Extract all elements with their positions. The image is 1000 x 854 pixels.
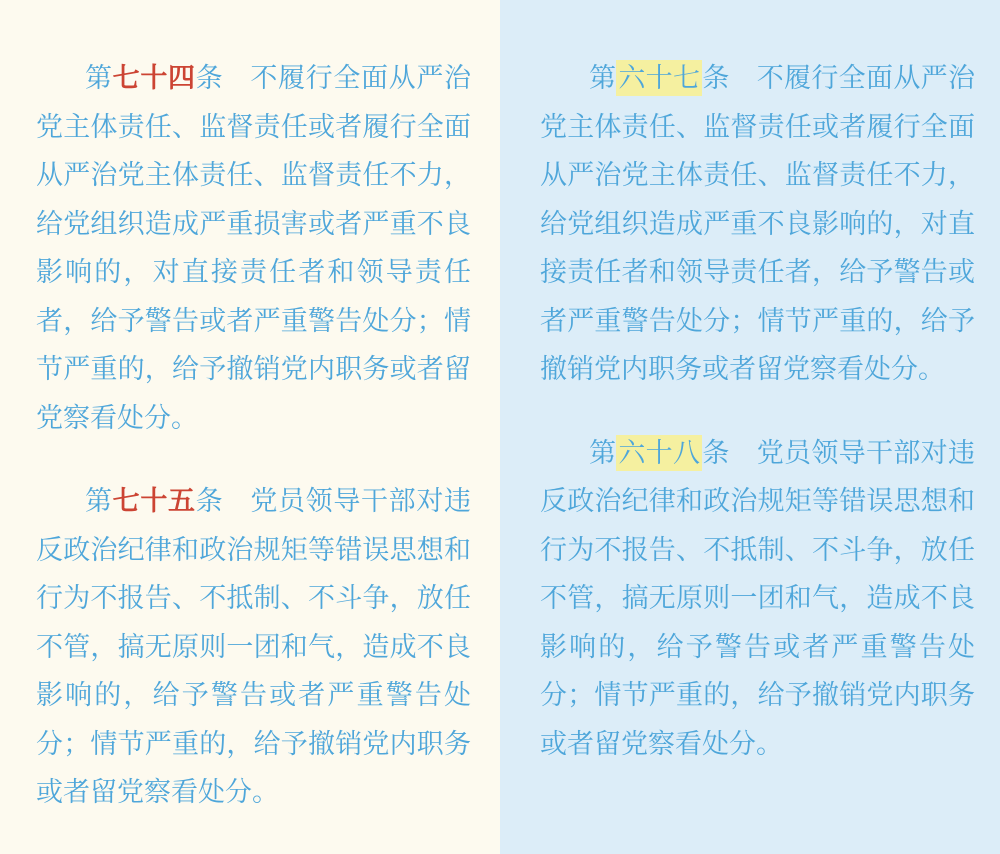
article-prefix: 第: [85, 486, 113, 516]
article-68-paragraph: [540, 429, 975, 769]
article-prefix: 第: [589, 63, 617, 93]
article-prefix: 第: [589, 437, 617, 468]
article-number-highlighted: 六十七: [616, 60, 702, 96]
article-number-red: 七十四: [112, 63, 196, 93]
article-74-paragraph: [36, 54, 471, 442]
article-suffix: 条: [702, 63, 730, 93]
article-number-red: 七十五: [112, 486, 196, 516]
article-suffix: 条: [702, 437, 730, 468]
article-suffix: 条: [195, 486, 224, 516]
article-prefix: 第: [85, 63, 113, 93]
article-suffix: 条: [195, 63, 224, 93]
article-body-text: 不履行全面从严治党主体责任、监督责任或者履行全面从严治党主体责任、监督责任不力，给党组织造成严重不良影响的，对直接责任者和领导责任者，给予警告或者严重警告处分；情节严重的，给予撤销党内职务或者留党察看处分。: [540, 63, 976, 384]
article-body-text: 党员领导干部对违反政治纪律和政治规矩等错误思想和行为不报告、不抵制、不斗争，放任不管，搞无原则一团和气，造成不良影响的，给予警告或者严重警告处分；情节严重的，给予撤销党内职务或者留党察看处分。: [540, 437, 976, 759]
article-number-highlighted: 六十八: [616, 435, 702, 471]
new-version-page: [500, 0, 1000, 854]
article-75-paragraph: [36, 477, 471, 817]
article-body-text: 党员领导干部对违反政治纪律和政治规矩等错误思想和行为不报告、不抵制、不斗争，放任不管，搞无原则一团和气，造成不良影响的，给予警告或者严重警告处分；情节严重的，给予撤销党内职务或者留党察看处分。: [36, 486, 472, 807]
article-67-paragraph: [540, 54, 975, 394]
article-body-text: 不履行全面从严治党主体责任、监督责任或者履行全面从严治党主体责任、监督责任不力，给党组织造成严重损害或者严重不良影响的，对直接责任者和领导责任者，给予警告或者严重警告处分；情节严重的，给予撤销党内职务或者留党察看处分。: [36, 63, 472, 433]
